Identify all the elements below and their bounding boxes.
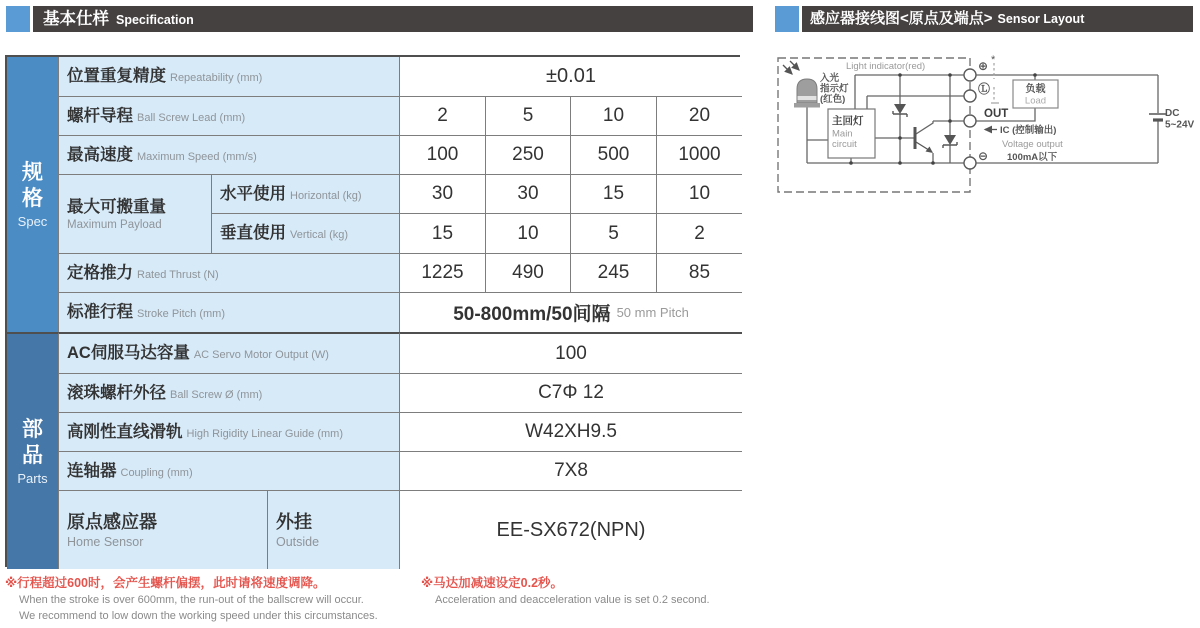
label-zh: 连轴器 xyxy=(67,462,117,480)
footnote-stroke-zh: ※行程超过600时，会产生螺杆偏摆，此时请将速度调降。 xyxy=(5,576,326,590)
label-zh: 垂直使用 xyxy=(220,224,286,242)
guide-value: W42XH9.5 xyxy=(400,413,742,452)
main-circuit-label-en-1: Main xyxy=(832,128,853,140)
sidebar-parts-en: Parts xyxy=(17,471,48,487)
row-ballscrew-label xyxy=(59,374,400,413)
label-en: Home Sensor xyxy=(67,534,144,549)
label-en: AC Servo Motor Output (W) xyxy=(193,349,329,361)
payload-vertical-value: 2 xyxy=(657,214,742,254)
row-home-sensor-label xyxy=(59,491,268,569)
lead-value: 5 xyxy=(486,97,571,136)
sensor-header-title-en: Sensor Layout xyxy=(997,12,1085,26)
payload-vertical-value: 5 xyxy=(571,214,657,254)
label-en: Vertical (kg) xyxy=(290,229,349,241)
label-en: Stroke Pitch (mm) xyxy=(137,308,226,320)
label-zh: 定格推力 xyxy=(67,264,133,282)
label-en: Outside xyxy=(276,534,320,549)
row-thrust-label xyxy=(59,254,400,293)
label-en: Horizontal (kg) xyxy=(290,190,362,202)
label-zh: 最大可搬重量 xyxy=(67,198,166,217)
thrust-value: 245 xyxy=(571,254,657,293)
sidebar-spec xyxy=(7,57,59,332)
stroke-value-zh: 50-800mm/50间隔 xyxy=(453,304,611,325)
sidebar-parts-zh: 部品 xyxy=(22,417,43,467)
label-zh: 高刚性直线滑轨 xyxy=(67,423,183,441)
spec-header-bar xyxy=(33,6,753,32)
ballscrew-value: C7Φ 12 xyxy=(400,374,742,413)
label-en: Repeatability (mm) xyxy=(170,72,263,84)
footnote-stroke-en-1: When the stroke is over 600mm, the run-out of the ballscrew will occur. xyxy=(19,594,364,606)
row-home-sensor-mount xyxy=(268,491,400,569)
accent-square-icon xyxy=(6,6,30,32)
label-en: Maximum Payload xyxy=(67,218,162,231)
row-payload-vertical-label xyxy=(212,214,400,254)
spec-section-header xyxy=(6,6,753,32)
led-icon xyxy=(794,79,820,108)
payload-horizontal-value: 10 xyxy=(657,175,742,214)
thrust-value: 1225 xyxy=(400,254,486,293)
footnote-accel-zh: ※马达加减速设定0.2秒。 xyxy=(421,576,564,590)
out-label: OUT xyxy=(984,108,1009,120)
payload-horizontal-value: 30 xyxy=(486,175,571,214)
label-zh: AC伺服马达容量 xyxy=(67,344,190,362)
sensor-wiring-diagram xyxy=(773,50,1200,210)
label-zh: 标准行程 xyxy=(67,303,133,321)
lead-value: 20 xyxy=(657,97,742,136)
footnote-stroke-en-2: We recommend to low down the working speed under this circumstances. xyxy=(19,609,378,622)
led-label-zh-2: 指示灯 xyxy=(820,83,849,95)
row-motor-label xyxy=(59,332,400,374)
label-en: Ball Screw Ø (mm) xyxy=(170,389,263,401)
repeatability-value: ±0.01 xyxy=(400,57,742,97)
label-zh: 螺杆导程 xyxy=(67,107,133,125)
transistor-icon xyxy=(915,127,933,153)
load-label-zh: 负载 xyxy=(1025,84,1046,95)
label-en: Ball Screw Lead (mm) xyxy=(137,112,246,124)
load-label-en: Load xyxy=(1024,95,1047,107)
speed-value: 1000 xyxy=(657,136,742,175)
thrust-value: 85 xyxy=(657,254,742,293)
label-en: Maximum Speed (mm/s) xyxy=(137,151,257,163)
dc-range-label: 5~24V xyxy=(1165,119,1195,131)
row-guide-label xyxy=(59,413,400,452)
light-indicator-label: Light indicator(red) xyxy=(846,61,926,72)
ic-label: IC (控制输出) xyxy=(1000,125,1057,136)
stroke-value xyxy=(400,293,742,332)
sidebar-spec-zh: 规格 xyxy=(22,160,43,210)
main-circuit-label-en-2: circuit xyxy=(832,139,857,150)
spec-header-title-en: Specification xyxy=(116,13,194,27)
lead-value: 10 xyxy=(571,97,657,136)
row-stroke-label xyxy=(59,293,400,332)
payload-vertical-value: 10 xyxy=(486,214,571,254)
sidebar-spec-en: Spec xyxy=(17,214,48,230)
terminal-l-label: Ⓛ xyxy=(978,82,991,96)
terminal-plus-label: ⊕ xyxy=(978,59,989,73)
label-en: Coupling (mm) xyxy=(120,467,193,479)
speed-value: 100 xyxy=(400,136,486,175)
footnote-accel-en: Acceleration and deacceleration value is set 0.2 second. xyxy=(435,594,710,606)
coupling-value: 7X8 xyxy=(400,452,742,491)
footnote-stroke xyxy=(5,573,415,625)
row-speed-label xyxy=(59,136,400,175)
label-zh: 最高速度 xyxy=(67,146,133,164)
speed-value: 500 xyxy=(571,136,657,175)
row-repeatability-label xyxy=(59,57,400,97)
label-en: High Rigidity Linear Guide (mm) xyxy=(186,428,343,440)
sensor-header-bar xyxy=(802,6,1193,32)
terminal-minus-label: ⊖ xyxy=(978,149,989,163)
current-limit-label: 100mA以下 xyxy=(1007,152,1058,163)
dc-label: DC xyxy=(1165,108,1180,119)
row-payload-label xyxy=(59,175,212,254)
spec-table xyxy=(5,55,740,567)
sidebar-parts xyxy=(7,332,59,569)
row-lead-label xyxy=(59,97,400,136)
label-zh: 外挂 xyxy=(276,512,312,533)
label-zh: 水平使用 xyxy=(220,185,286,203)
label-zh: 滚珠螺杆外径 xyxy=(67,384,166,402)
row-coupling-label xyxy=(59,452,400,491)
motor-value: 100 xyxy=(400,332,742,374)
light-ray-arrows-icon xyxy=(783,61,799,74)
terminal-dashes xyxy=(991,63,999,103)
spec-header-title-zh: 基本仕样 xyxy=(43,10,109,28)
footnote-accel xyxy=(421,573,741,609)
main-circuit-label-zh: 主回灯 xyxy=(832,115,864,127)
led-label-zh-1: 入光 xyxy=(820,73,840,84)
lead-value: 2 xyxy=(400,97,486,136)
accent-square-icon xyxy=(775,6,799,32)
sensor-layout-header xyxy=(775,6,1193,32)
label-zh: 位置重复精度 xyxy=(67,67,166,85)
label-zh: 原点感应器 xyxy=(67,512,157,533)
voltage-output-label: Voltage output xyxy=(1002,139,1063,150)
sensor-header-title-zh: 感应器接线图<原点及端点> xyxy=(810,10,993,27)
payload-vertical-value: 15 xyxy=(400,214,486,254)
led-label-zh-3: (红色) xyxy=(820,94,846,105)
stroke-value-en: 50 mm Pitch xyxy=(616,305,689,320)
payload-horizontal-value: 30 xyxy=(400,175,486,214)
asterisk-label: * xyxy=(991,54,996,66)
home-sensor-value: EE-SX672(NPN) xyxy=(400,491,742,569)
payload-horizontal-value: 15 xyxy=(571,175,657,214)
thrust-value: 490 xyxy=(486,254,571,293)
speed-value: 250 xyxy=(486,136,571,175)
label-en: Rated Thrust (N) xyxy=(137,269,219,281)
row-payload-horizontal-label xyxy=(212,175,400,214)
